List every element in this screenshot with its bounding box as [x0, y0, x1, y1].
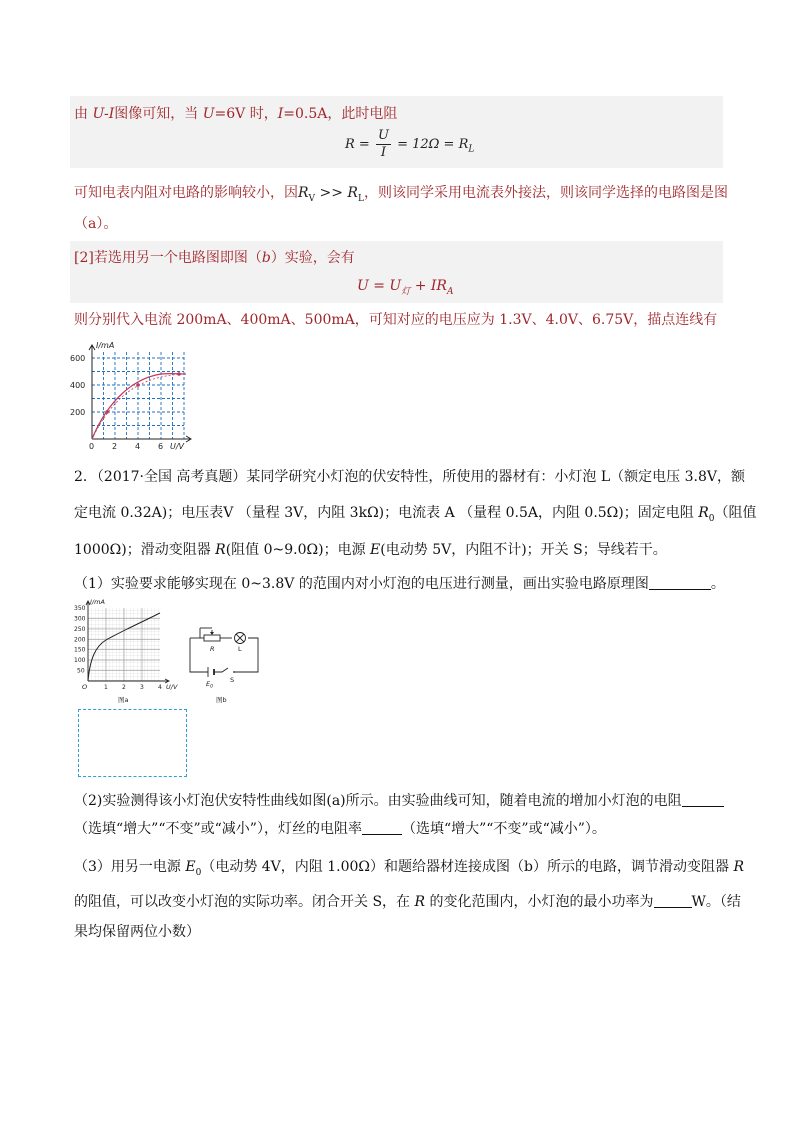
- graph1-origin: 0: [89, 442, 95, 451]
- question2-part3-line1: （3）用另一电源 $E_0$（电动势 4V，内阻 1.00Ω）和题给器材连接成图（b）所示的电路，调节滑动变阻器 R: [74, 859, 744, 878]
- question2-line-1: 2．（2017·全国 高考真题）某同学研究小灯泡的伏安特性，所使用的器材有：小灯泡 L（额定电压 3.8V，额: [74, 469, 746, 485]
- graph1-xlabel: U/V: [170, 442, 185, 451]
- answer-drawing-box[interactable]: [78, 709, 187, 777]
- answer-blank-min-power[interactable]: [654, 893, 692, 908]
- graph-a-xtick-1: 1: [104, 684, 108, 691]
- solution-line-3: （a）。: [74, 216, 118, 232]
- answer-blank-circuit[interactable]: [649, 575, 711, 590]
- solution-line-2: 可知电表内阻对电路的影响较小，因$R_V >> R_L$，则该同学采用电流表外接法，则该同学选择的电路图是图: [74, 185, 728, 204]
- graph-a-xtick-3: 3: [140, 684, 144, 691]
- graph-grid: [92, 352, 184, 439]
- lamp-label: L: [238, 645, 242, 653]
- graph-a: [74, 596, 182, 708]
- circuit-wire: [190, 638, 208, 672]
- graph1-xtick-4: 4: [135, 442, 141, 451]
- graph1-ytick-400: 400: [70, 381, 86, 390]
- iu-curve: [92, 374, 186, 439]
- solution-line-5: 则分别代入电流 200mA、400mA、500mA，可知对应的电压应为 1.3V、4.0V、6.75V，描点连线有: [74, 312, 718, 328]
- graph1-xtick-6: 6: [158, 442, 164, 451]
- data-point-2: [136, 383, 140, 387]
- graph-a-xtick-4: 4: [158, 684, 162, 691]
- switch-label: S: [230, 676, 235, 684]
- graph1-xtick-2: 2: [112, 442, 118, 451]
- question2-part1: （1）实验要求能够实现在 0~3.8V 的范围内对小灯泡的电压进行测量，画出实验电路原理图 。: [74, 576, 725, 592]
- equation-resistance: R = $\frac{U}{I}$ = $12\Omega = R_L$: [345, 128, 475, 160]
- graph-a-ytick-150: 150: [74, 646, 86, 654]
- iu-graph: [68, 338, 198, 456]
- rheostat-label: R: [210, 645, 215, 653]
- switch-contact: [233, 671, 235, 673]
- graph-a-ytick-100: 100: [74, 657, 86, 665]
- data-point-3: [177, 372, 181, 376]
- circuit-b-caption: 图b: [216, 696, 227, 704]
- solution-line-4: [2]若选用另一个电路图即图（b）实验，会有: [74, 250, 355, 266]
- graph-a-ytick-200: 200: [74, 636, 86, 644]
- graph-a-caption: 图a: [118, 696, 129, 704]
- rheostat-symbol: [204, 635, 220, 641]
- graph-a-ytick-350: 350: [74, 605, 86, 612]
- graph1-ylabel: I/mA: [96, 341, 115, 350]
- answer-blank-resistance[interactable]: [682, 792, 724, 807]
- graph-a-origin: O: [82, 683, 88, 691]
- graph-a-xtick-2: 2: [122, 684, 126, 691]
- battery-symbol: [208, 667, 214, 677]
- equation-voltage: $U = U_灯 + IR_A$: [357, 278, 454, 297]
- graph-a-ytick-300: 300: [74, 615, 86, 623]
- question2-part2-line2: （选填“增大”“不变”或“减小”），灯丝的电阻率 （选填“增大”“不变”或“减小”）。: [74, 821, 606, 837]
- circuit-b: [186, 626, 264, 706]
- question2-part3-line3: 果均保留两位小数）: [74, 924, 200, 940]
- question2-line-2: 定电流 0.32A)；电压表V （量程 3V，内阻 3kΩ)；电流表 A （量程 0.5A，内阻 0.5Ω)；固定电阻 $R_0$（阻值: [74, 505, 757, 524]
- graph-axes: [89, 345, 191, 442]
- question2-part2-line1: （2)实验测得该小灯泡伏安特性曲线如图(a)所示。由实验曲线可知，随着电流的增加小灯泡的电阻: [74, 791, 724, 811]
- graph-a-ylabel: I/mA: [90, 598, 105, 606]
- question2-line-3: 1000Ω)；滑动变阻器 R(阻值 0~9.0Ω)；电源 E(电动势 5V，内阻不计)；开关 S；导线若干。: [74, 542, 667, 558]
- question2-part3-line2: 的阻值，可以改变小灯泡的实际功率。闭合开关 S，在 R 的变化范围内，小灯泡的最小功率为 W。（结: [74, 894, 741, 910]
- battery-label: $E_0$: [206, 680, 213, 690]
- graph-a-ytick-50: 50: [77, 667, 85, 675]
- graph-a-ytick-250: 250: [74, 625, 86, 633]
- graph-a-xlabel: U/V: [166, 683, 178, 691]
- data-point-1: [105, 410, 109, 414]
- graph1-ytick-200: 200: [70, 408, 86, 417]
- solution-line-1: 由 U-I图像可知，当 U=6V 时，I=0.5A，此时电阻: [74, 106, 398, 122]
- answer-blank-resistivity[interactable]: [362, 820, 402, 835]
- graph1-ytick-600: 600: [70, 354, 86, 363]
